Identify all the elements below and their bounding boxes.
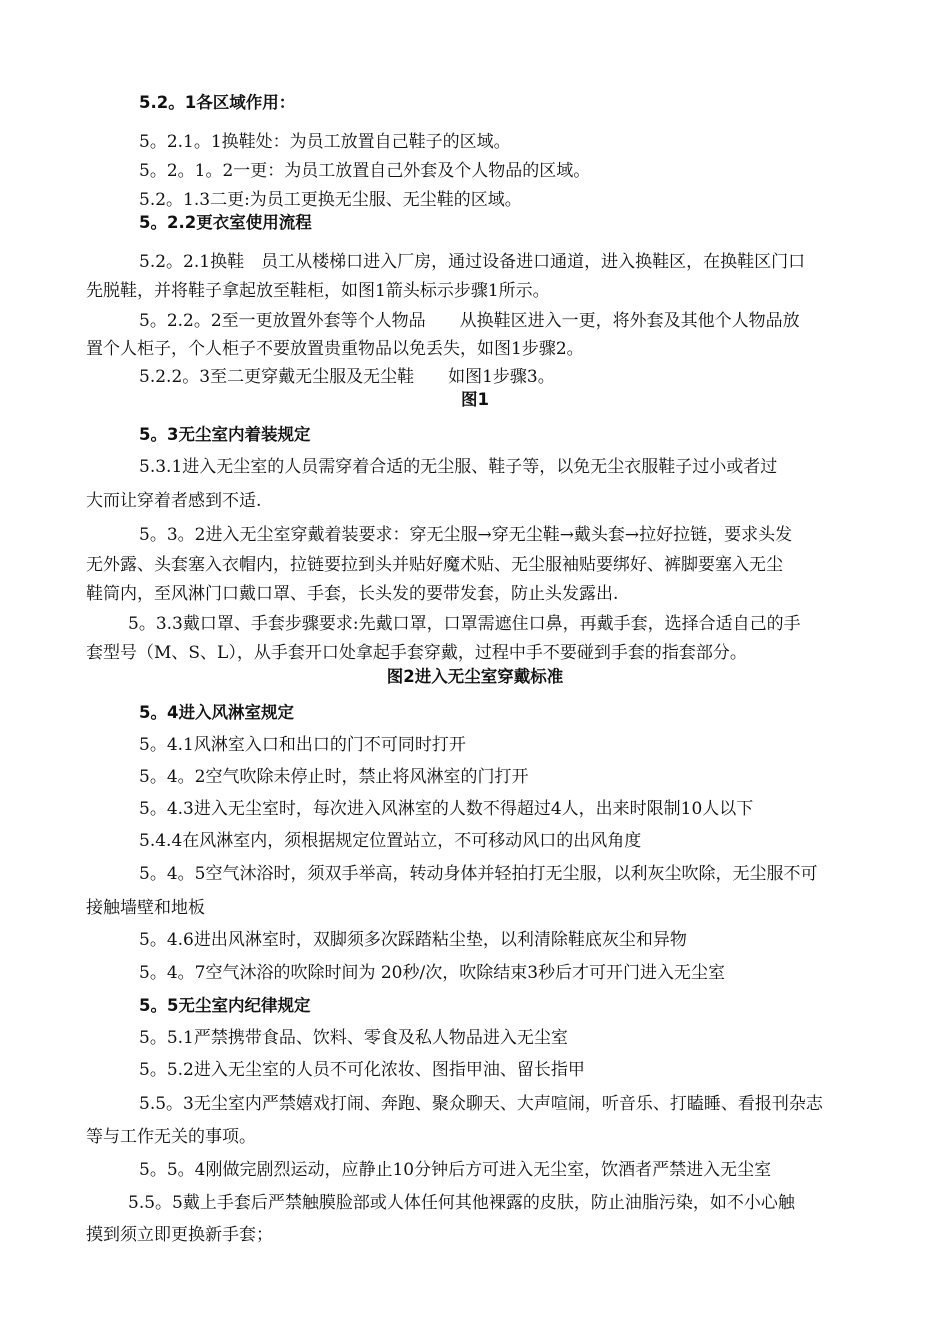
paragraph-5-2-2-2-line2: 置个人柜子，个人柜子不要放置贵重物品以免丢失，如图1步骤2。 <box>86 339 584 359</box>
paragraph-5-5-4: 5。5。4刚做完剧烈运动，应静止10分钟后方可进入无尘室，饮酒者严禁进入无尘室 <box>139 1160 772 1180</box>
paragraph-5-4-7: 5。4。7空气沐浴的吹除时间为 20秒/次，吹除结束3秒后才可开门进入无尘室 <box>139 963 726 983</box>
paragraph-5-3-2-line1: 5。3。2进入无尘室穿戴着装要求：穿无尘服→穿无尘鞋→戴头套→拉好拉链，要求头发 <box>139 525 793 545</box>
paragraph-5-3-2-line2: 无外露、头套塞入衣帽内，拉链要拉到头并贴好魔术贴、无尘服袖贴要绑好、裤脚要塞入无尘 <box>86 555 783 575</box>
paragraph-5-4-3: 5。4.3进入无尘室时，每次进入风淋室的人数不得超过4人，出来时限制10人以下 <box>139 799 754 819</box>
paragraph-5-5-5-line2: 摸到须立即更换新手套； <box>86 1225 273 1245</box>
paragraph-5-2-1-3: 5.2。1.3二更:为员工更换无尘服、无尘鞋的区域。 <box>139 190 522 210</box>
heading-5-3: 5。3无尘室内着装规定 <box>139 425 311 444</box>
paragraph-5-4-2: 5。4。2空气吹除未停止时，禁止将风淋室的门打开 <box>139 767 529 787</box>
paragraph-5-2-1-2: 5。2。1。2一更：为员工放置自己外套及个人物品的区域。 <box>139 161 591 181</box>
paragraph-5-5-3-line1: 5.5。3无尘室内严禁嬉戏打闹、奔跑、聚众聊天、大声喧闹，听音乐、打瞌睡、看报刊杂志 <box>139 1094 823 1114</box>
paragraph-5-3-1-line1: 5.3.1进入无尘室的人员需穿着合适的无尘服、鞋子等，以免无尘衣服鞋子过小或者过 <box>139 457 778 477</box>
heading-5-5: 5。5无尘室内纪律规定 <box>139 996 311 1015</box>
paragraph-5-5-2: 5。5.2进入无尘室的人员不可化浓妆、图指甲油、留长指甲 <box>139 1060 585 1080</box>
paragraph-5-5-3-line2: 等与工作无关的事项。 <box>86 1127 256 1147</box>
figure-2-caption: 图2进入无尘室穿戴标准 <box>386 667 564 686</box>
paragraph-5-4-4: 5.4.4在风淋室内，须根据规定位置站立，不可移动风口的出风角度 <box>139 831 642 851</box>
heading-5-2-1: 5.2。1各区域作用： <box>139 93 296 112</box>
paragraph-5-2-1-1: 5。2.1。1换鞋处：为员工放置自己鞋子的区域。 <box>139 132 511 152</box>
paragraph-5-4-5-line1: 5。4。5空气沐浴时，须双手举高，转动身体并轻拍打无尘服，以利灰尘吹除，无尘服不可 <box>139 864 818 884</box>
paragraph-5-5-1: 5。5.1严禁携带食品、饮料、零食及私人物品进入无尘室 <box>139 1028 568 1048</box>
paragraph-5-2-2-2-line1: 5。2.2。2至一更放置外套等个人物品 从换鞋区进入一更，将外套及其他个人物品放 <box>139 311 800 331</box>
paragraph-5-2-2-3: 5.2.2。3至二更穿戴无尘服及无尘鞋 如图1步骤3。 <box>139 367 555 387</box>
paragraph-5-2-2-1-line2: 先脱鞋，并将鞋子拿起放至鞋柜，如图1箭头标示步骤1所示。 <box>86 281 550 301</box>
paragraph-5-3-3-line1: 5。3.3戴口罩、手套步骤要求:先戴口罩，口罩需遮住口鼻，再戴手套，选择合适自己的手 <box>128 614 801 634</box>
paragraph-5-3-1-line2: 大而让穿着者感到不适. <box>86 491 262 511</box>
figure-1-caption: 图1 <box>461 390 489 409</box>
paragraph-5-5-5-line1: 5.5。5戴上手套后严禁触膜脸部或人体任何其他裸露的皮肤，防止油脂污染，如不小心触 <box>128 1193 795 1213</box>
paragraph-5-4-5-line2: 接触墙壁和地板 <box>86 898 205 918</box>
paragraph-5-3-2-line3: 鞋筒内，至风淋门口戴口罩、手套，长头发的要带发套，防止头发露出. <box>86 584 619 604</box>
paragraph-5-2-2-1-line1: 5.2。2.1换鞋 员工从楼梯口进入厂房，通过设备进口通道，进入换鞋区，在换鞋区门口 <box>139 252 806 272</box>
heading-5-2-2: 5。2.2更衣室使用流程 <box>139 213 312 232</box>
paragraph-5-3-3-line2: 套型号（M、S、L），从手套开口处拿起手套穿戴，过程中手不要碰到手套的指套部分。 <box>86 643 747 663</box>
paragraph-5-4-1: 5。4.1风淋室入口和出口的门不可同时打开 <box>139 735 466 755</box>
heading-5-4: 5。4进入风淋室规定 <box>139 703 294 722</box>
paragraph-5-4-6: 5。4.6进出风淋室时，双脚须多次踩踏粘尘垫，以利清除鞋底灰尘和异物 <box>139 930 687 950</box>
